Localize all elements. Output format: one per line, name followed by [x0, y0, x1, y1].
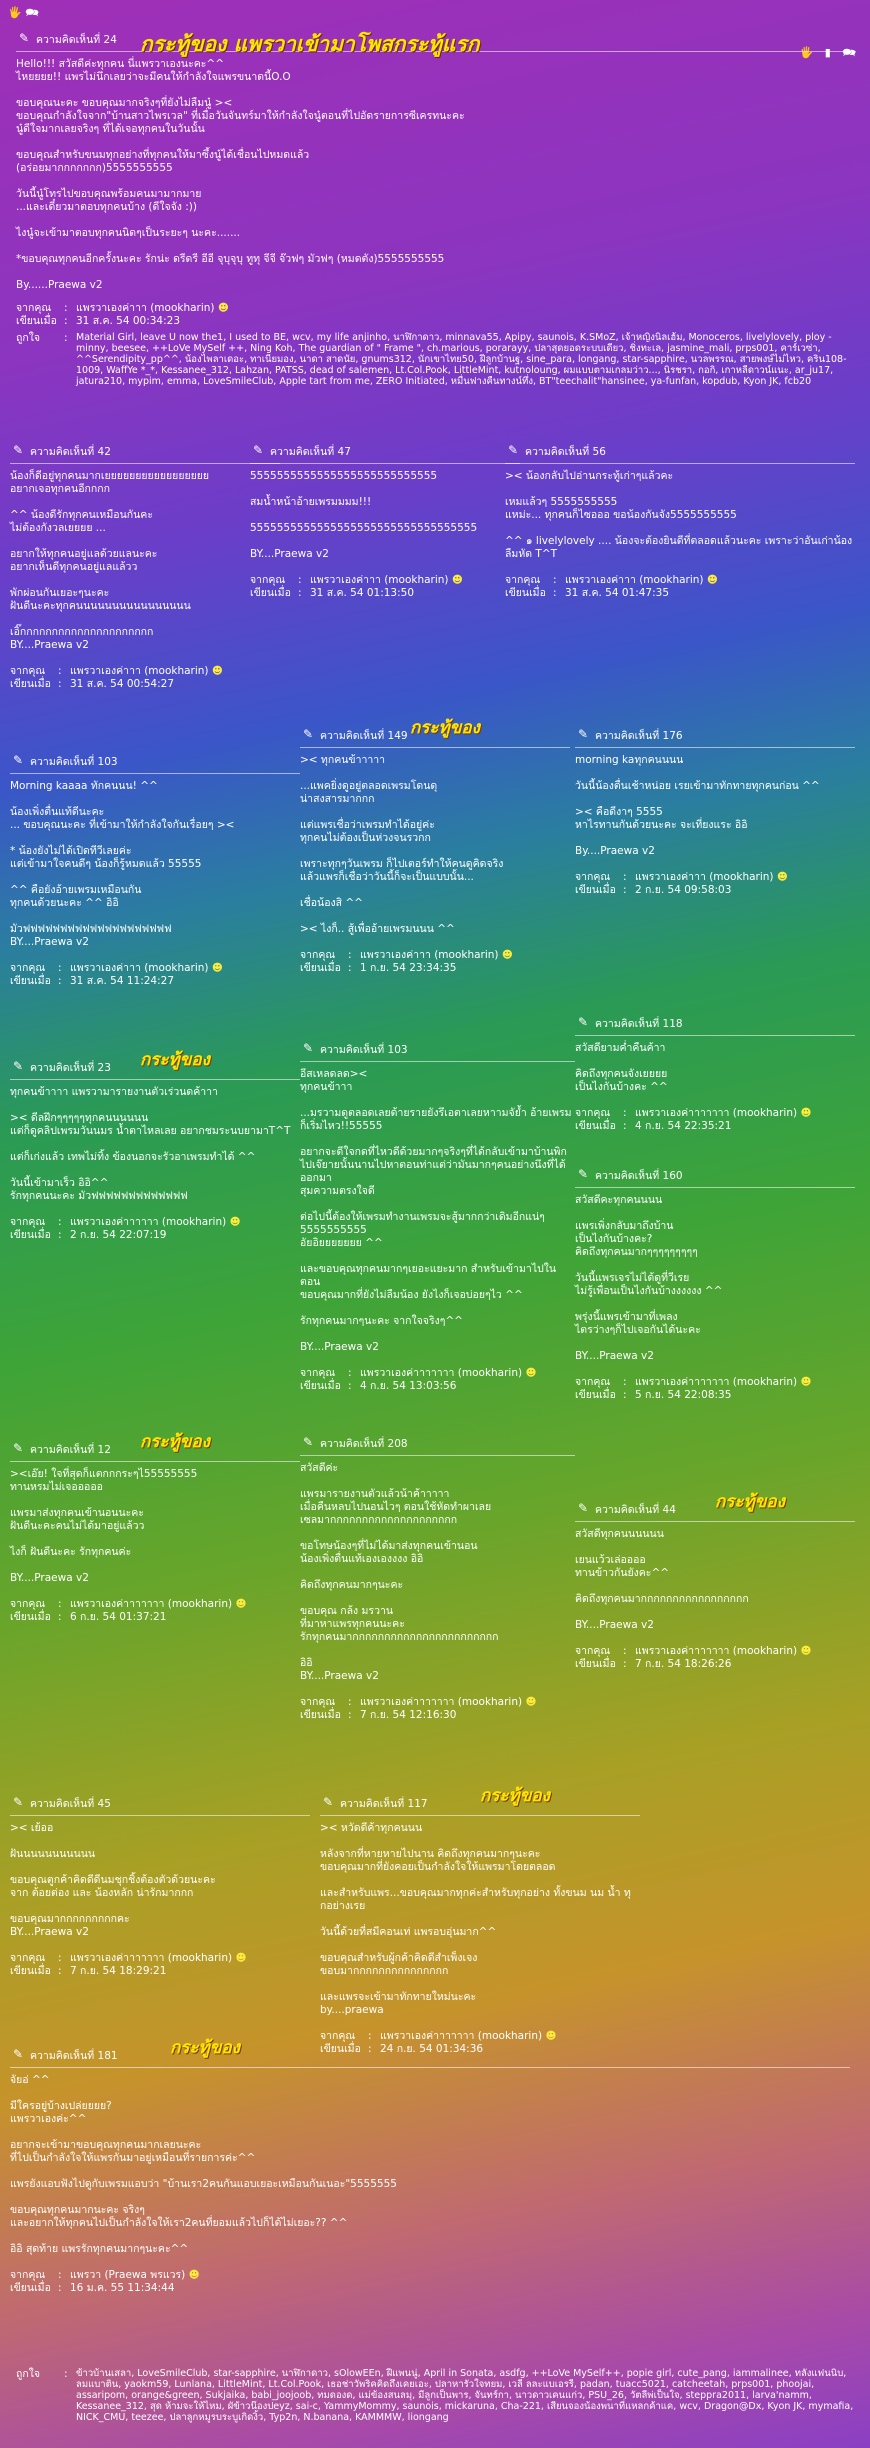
time-label: เขียนเมื่อ	[575, 1120, 616, 1132]
comment-paragraph: แพรเพิ่งกลับมาถึงบ้าน เป็นไงกันบ้างคะ? คิดถึงทุกคนมากๆๆๆๆๆๆๆๆๆ	[575, 1220, 698, 1258]
time-label: เขียนเมื่อ	[10, 2282, 51, 2294]
time-label: เขียนเมื่อ	[16, 315, 57, 327]
author-link[interactable]: แพรวาเองค่าาาาาาา (mookharin)	[70, 1598, 233, 1610]
comment-paragraph: สมน้ำหน้าอ้ายเพรมมมม!!!	[250, 496, 372, 508]
smile-icon: ☻	[217, 302, 229, 314]
author-link[interactable]: แพรวาเองค่าาา (mookharin)	[635, 871, 774, 883]
comment-card	[10, 1050, 300, 1242]
comment-body	[10, 1086, 300, 1203]
from-label: จากคุณ	[575, 1376, 611, 1388]
smile-icon: ☻	[501, 949, 513, 961]
comment-card	[10, 1432, 300, 1624]
divider	[575, 1035, 855, 1036]
smile-icon: ☻	[229, 1216, 241, 1228]
comment-body	[300, 754, 570, 936]
comment-paragraph: อยากจะเข้ามาขอบคุณทุกคนมากเลยนะคะ ที่ไปเป็นกำลังใจให้แพรกันมาอยู่เหมือนที่รายการค่ะ^^	[10, 2139, 256, 2164]
author-link[interactable]: แพรวาเองค่าาา (mookharin)	[360, 949, 499, 961]
from-label: จากคุณ	[575, 1645, 611, 1657]
from-label: จากคุณ	[10, 962, 46, 974]
comment-meta: จากคุณ : แพรวาเองค่าาา (mookharin) ☻ เขียนเมื่อ : 31 ส.ค. 54 00:34:23 ถูกใจ : Material Girl, leave U now the1, I used to BE, wcv, my life anjinho, นาฬิกาดาว, minnava55, Apipy, saunois, K.SMoZ, เจ้าหญิงนิลเฮ้ม, Monoceros, livelylovely, ploy - minny, beesee, ++LoVe MySelf ++, Ning Koh, The guardian of " Frame ", ch.marious, porarayy, ปลาสุดยอดระบบเดียว, ชิ่งทะเล, jasmine_mali, prps001, คาร์เวซ่า, ^^Serendipity_pp^^, น้องไพลาเดอะ, ทาเนียมอง, นาดา สาดนัย, gnums312, นักเขาไทย50, ฝีลูกบ้านฐ, sine_para, longang, star-sapphire, นวลพรรณ, สายพงษ์ไม่ไหว, คริน108-1009, WaffYe *_*, Kessanee_312, Lahzan, PATSS, dead of salemen, Lt.Col.Pook, LittleMint, kutnoloung, ผมแบบตามเกลมว่าว..., นิรชรา, กอกิ, เกาหลีดาวน์แนะ, ar_ju17, jatura210, mypim, emma, LoveSmileClub, Apple tart from me, ZERO Initiated, หมื่นฟางคืนทางน์ทึ่ง, BT"teechalit"hansinee, ya-funfan, kopdub, Kyon JK, fcb20	[16, 302, 856, 387]
smile-icon: ☻	[545, 2030, 557, 2042]
divider	[505, 463, 855, 464]
post-time: 6 ก.ย. 54 01:37:21	[70, 1611, 167, 1623]
post-time: 4 ก.ย. 54 22:35:21	[635, 1120, 732, 1132]
comment-paragraph: เชื่อน้องสิ ^^	[300, 897, 363, 909]
comment-paragraph: ขอบคุณสำหรับขนมทุกอย่างที่ทุกคนให้มาซึ้งนู๋ได้เชื่อนไปหมดแล้ว (อร่อยมากกกกกกก)5555555555	[16, 149, 310, 174]
author-link[interactable]: แพรวาเองค่าาา (mookharin)	[310, 574, 449, 586]
friends-label: ถูกใจ	[16, 332, 40, 344]
comment-icon: ✎	[578, 1501, 589, 1515]
from-label: จากคุณ	[300, 949, 336, 961]
last-friends-label: ถูกใจ	[16, 2368, 40, 2380]
comment-icon: ✎	[578, 1015, 589, 1029]
comment-paragraph: มีใครอยู่บ้างเปล่ยยยย? แพรวาเองค่ะ^^	[10, 2100, 112, 2125]
friends-list: Material Girl, leave U now the1, I used to BE, wcv, my life anjinho, นาฬิกาดาว, minnava55, Apipy, saunois, K.SMoZ, เจ้าหญิงนิลเฮ้ม, Monoceros, livelylovely, ploy - minny, beesee, ++LoVe MySelf ++, Ning Koh, The guardian of " Frame ", ch.marious, porarayy, ปลาสุดยอดระบบเดียว, ชิ่งทะเล, jasmine_mali, prps001, คาร์เวซ่า, ^^Serendipity_pp^^, น้องไพลาเดอะ, ทาเนียมอง, นาดา สาดนัย, gnums312, นักเขาไทย50, ฝีลูกบ้านฐ, sine_para, longang, star-sapphire, นวลพรรณ, สายพงษ์ไม่ไหว, คริน108-1009, WaffYe *_*, Kessanee_312, Lahzan, PATSS, dead of salemen, Lt.Col.Pook, LittleMint, kutnoloung, ผมแบบตามเกลมว่าว..., นิรชรา, กอกิ, เกาหลีดาวน์แนะ, ar_ju17, jatura210, mypim, emma, LoveSmileClub, Apple tart from me, ZERO Initiated, หมื่นฟางคืนทางน์ทึ่ง, BT"teechalit"hansinee, ya-funfan, kopdub, Kyon JK, fcb20	[76, 332, 847, 387]
author-link[interactable]: แพรวาเองค่าาาาาาา (mookharin)	[635, 1107, 798, 1119]
comment-paragraph: สวัสดียามค่ำคืนค้าา	[575, 1042, 666, 1054]
comment-icon: ✎	[303, 1435, 314, 1449]
divider	[250, 463, 520, 464]
comment-paragraph: ขอบคุณนะคะ ขอบคุณมากจริงๆที่ยังไม่ลืมนู๋ >< ขอบคุณกำลังใจจาก"บ้านสาวไพรเวล" ที่เมื่อวันจันทร์มาให้กำลังใจนู๋ตอนที่ไปอัดรายการซีเครทนะคะ นู๋ดีใจมากเลยจริงๆ ที่ได้เจอทุกคนในวันนั้น	[16, 97, 465, 135]
comment-paragraph: BY....Praewa v2	[250, 548, 329, 560]
comment-body	[575, 754, 855, 858]
post-time: 5 ก.ย. 54 22:08:35	[635, 1389, 732, 1401]
comment-card	[575, 1010, 855, 1133]
smile-icon: ☻	[800, 1107, 812, 1119]
comment-paragraph: วันนี้ด้วยที่สมีคอนเท่ แพรอบอุ่นมาก^^	[320, 1926, 497, 1938]
from-label: จากคุณ	[575, 871, 611, 883]
comment-paragraph: 5555555555555555555555555555555555	[250, 522, 478, 534]
author-link[interactable]: แพรวาเองค่าาาาาาา (mookharin)	[360, 1367, 523, 1379]
post-time: 31 ส.ค. 54 01:13:50	[310, 587, 415, 599]
comment-icon: ✎	[253, 443, 264, 457]
comment-body	[10, 470, 280, 652]
divider	[10, 2067, 850, 2068]
comment-paragraph: แพรมารายงานตัวแล้วน้าค้าาาาา เมื่อคืนหลบไปนอนไวๆ ตอนใช้หัดทำผาเลย เซลมากกกกกกกกกกกกกกกกกกกก	[300, 1488, 492, 1526]
top-right-icons[interactable]: 🖐 ▮ 🗪	[799, 46, 860, 59]
comment-meta: จากคุณ : แพรวาเองค่าาาาาาา (mookharin) ☻ เขียนเมื่อ : 6 ก.ย. 54 01:37:21	[10, 1598, 247, 1623]
time-label: เขียนเมื่อ	[505, 587, 546, 599]
author-link[interactable]: แพรวาเองค่าาาาาาา (mookharin)	[360, 1696, 523, 1708]
comment-paragraph: >< หวัดดีค้าทุกคนนน	[320, 1822, 423, 1834]
smile-icon: ☻	[525, 1367, 537, 1379]
comment-paragraph: อีสเหลดลด>< ทุกคนข้าาา	[300, 1068, 368, 1093]
comment-meta: จากคุณ : แพรวาเองค่าาาาาาา (mookharin) ☻ เขียนเมื่อ : 4 ก.ย. 54 22:35:21	[575, 1107, 812, 1132]
post-time: 4 ก.ย. 54 13:03:56	[360, 1380, 457, 1392]
comment-icon: ✎	[303, 1041, 314, 1055]
post-time: 7 ก.ย. 54 18:29:21	[70, 1965, 167, 1977]
comment-paragraph: อยากให้ทุกคนอยู่แลด้วยแลนะคะ อยากเห็นดีทุกคนอยู่แลแล้วว	[10, 548, 158, 573]
smile-icon: ☻	[706, 574, 718, 586]
comment-paragraph: BY....Praewa v2	[575, 1350, 654, 1362]
comment-body	[10, 1468, 300, 1585]
comment-meta: จากคุณ : แพรวาเองค่าาาาาาา (mookharin) ☻ เขียนเมื่อ : 7 ก.ย. 54 12:16:30	[300, 1696, 537, 1721]
from-label: จากคุณ	[10, 665, 46, 677]
signature-mark: กระทู้ของ	[170, 2038, 240, 2058]
comment-paragraph: เยนแว้วเล่ออออ ทานข้าวกันยังคะ^^	[575, 1554, 670, 1579]
author-link[interactable]: แพรวาเองค่าาา (mookharin)	[565, 574, 704, 586]
comment-meta: จากคุณ : แพรวาเองค่าาาาาา (mookharin) ☻ เขียนเมื่อ : 2 ก.ย. 54 22:07:19	[10, 1216, 241, 1241]
comment-paragraph: >< ทุกคนข้าาาาา	[300, 754, 386, 766]
post-time: 31 ส.ค. 54 00:34:23	[76, 315, 181, 327]
comment-paragraph: ทุกคนข้าาาา แพรวามารายงานตัวเร่วนดค้าาา	[10, 1086, 218, 1098]
divider	[10, 1815, 310, 1816]
comment-paragraph: ไงนู๋จะเข้ามาตอบทุกคนนิดๆเป็นระยะๆ นะคะ.......	[16, 227, 241, 239]
from-label: จากคุณ	[16, 302, 52, 314]
divider	[10, 1461, 300, 1462]
comment-body	[10, 780, 300, 949]
post-time: 24 ก.ย. 54 01:34:36	[380, 2043, 484, 2055]
comment-paragraph: ขอบคุณ กล้ง มรวาน ที่มาหาแพรทุกคนนะคะ รักทุกคนมากกกกกกกกกกกกกกกกกกกกกกก	[300, 1605, 499, 1643]
divider	[10, 773, 300, 774]
comment-number: ความคิดเห็นที่ 47	[270, 446, 351, 458]
comment-card	[300, 1430, 575, 1722]
from-label: จากคุณ	[320, 2030, 356, 2042]
post-time: 31 ส.ค. 54 00:54:27	[70, 678, 175, 690]
post-time: 1 ก.ย. 54 23:34:35	[360, 962, 457, 974]
comment-paragraph: อิอิ BY....Praewa v2	[300, 1657, 379, 1682]
comment-paragraph: >< เย้ออ	[10, 1822, 54, 1834]
signature-mark: กระทู้ของ	[715, 1492, 785, 1512]
comment-meta: จากคุณ : แพรวาเองค่าาาาาาา (mookharin) ☻ เขียนเมื่อ : 24 ก.ย. 54 01:34:36	[320, 2030, 557, 2055]
comment-paragraph: BY....Praewa v2	[10, 1572, 89, 1584]
from-label: จากคุณ	[300, 1696, 336, 1708]
comment-body	[575, 1528, 855, 1632]
author-link[interactable]: แพรวาเองค่าาาาาาา (mookharin)	[380, 2030, 543, 2042]
comment-paragraph: สวัสดีทุกคนนนนนน	[575, 1528, 664, 1540]
comment-meta: จากคุณ : แพรวา (Praewa พรแวร) ☻ เขียนเมื่อ : 16 ม.ค. 55 11:34:44	[10, 2269, 200, 2294]
divider	[10, 1079, 300, 1080]
comment-icon: ✎	[13, 1441, 24, 1455]
comment-number: ความคิดเห็นที่ 42	[30, 446, 111, 458]
last-friends-list: ข้าวบ้านเสลา, LoveSmileClub, star-sapphire, นาฬิกาดาว, sOlowEEn, ฝีแพนนู่, April in Sonata, asdfg, ++LoVe MySelf++, popie girl, cute_pang, iammalinee, ทลังแฟนนิบ, ลมแบาติน, yaokm59, Lunlana, LittleMint, Lt.Col.Pook, เธอช่าวัพริคคิดถึงเคยเอะ, ปลาหารัวใจทยม, เวลี ลละแบเอรรี, padan, tuacc5021, catcheetah, prps001, phoojai, assaripom, orange&green, Sukjaika, babi_joojoob, ทมดองด, แม่ข้องสนลมุ, มีลูกเป็นพาร, จันทร์กา, นาวดาวเคนแก่ว, PSU_26, วัตลีพ่เป็นใจ, steppra2011, larva'namm, Kessanee_312, สุด ห้ามจะให้ไหม, ผัข้าวน๊องปeyz, sai-c, YammyMommy, saunois, mickaruna, Cha-221, เสียนจองน้องพนาที่แหลกค้าแค, wcv, Dragon@Dx, Kyon JK, mymafia, NICK_CMU, teezee, ปลาลูกหมูรบระบูเกิดงิ้ว, Typ2n, N.banana, KAMMMW, liongang	[76, 2368, 854, 2423]
comment-number: ความคิดเห็นที่ 12	[30, 1444, 111, 1456]
comment-body	[300, 1068, 575, 1354]
time-label: เขียนเมื่อ	[10, 975, 51, 987]
comment-paragraph: คิดถึงทุกคนมากกกกกกกกกกกกกกกกก	[575, 1593, 749, 1605]
smile-icon: ☻	[235, 1952, 247, 1964]
comment-paragraph: 5555555555555555555555555555	[250, 470, 438, 482]
comment-meta: จากคุณ : แพรวาเองค่าาาาาาา (mookharin) ☻ เขียนเมื่อ : 4 ก.ย. 54 13:03:56	[300, 1367, 537, 1392]
divider	[300, 747, 570, 748]
comment-number: ความคิดเห็นที่ 181	[30, 2050, 118, 2062]
from-label: จากคุณ	[10, 2269, 46, 2281]
time-label: เขียนเมื่อ	[10, 678, 51, 690]
comment-meta: จากคุณ : แพรวาเองค่าาา (mookharin) ☻ เขียนเมื่อ : 2 ก.ย. 54 09:58:03	[575, 871, 788, 896]
comment-paragraph: ...แพคยิ่งดูอยู่ตลอดเพรมโดนดุ น่าสงสารมากกก	[300, 780, 438, 805]
comment-number: ความคิดเห็นที่ 56	[525, 446, 606, 458]
author-link[interactable]: แพรวาเองค่าาาาาา (mookharin)	[70, 1216, 227, 1228]
comment-card	[320, 1786, 640, 2056]
divider	[575, 1187, 855, 1188]
smile-icon: ☻	[800, 1376, 812, 1388]
from-label: จากคุณ	[10, 1216, 46, 1228]
comment-icon: ✎	[578, 727, 589, 741]
comment-number: ความคิดเห็นที่ 160	[595, 1170, 683, 1182]
comment-card	[300, 718, 570, 975]
comment-card	[575, 1492, 855, 1671]
comment-paragraph: สวัสดีคะทุกคนนนน	[575, 1194, 663, 1206]
comment-body	[250, 470, 520, 561]
comment-icon: ✎	[303, 727, 314, 741]
comment-icon: ✎	[19, 31, 30, 45]
comment-paragraph: morning kaทุกคนนนน	[575, 754, 684, 766]
comment-card	[10, 748, 300, 988]
comment-number: ความคิดเห็นที่ 149	[320, 730, 408, 742]
comment-paragraph: Morning kaaaa ทักคนนน! ^^	[10, 780, 158, 792]
comment-paragraph: * น้องยังไม่ได้เปิดทีวีเลยค่ะ แต่เข้ามาใจคนดีๆ น้องก็รู้หมดแล้ว 55555	[10, 845, 202, 870]
time-label: เขียนเมื่อ	[10, 1965, 51, 1977]
comment-card	[250, 438, 520, 600]
divider	[575, 747, 855, 748]
comment-meta: จากคุณ : แพรวาเองค่าาา (mookharin) ☻ เขียนเมื่อ : 31 ส.ค. 54 01:47:35	[505, 574, 718, 599]
comment-paragraph: ><เอ๊ย! ใจที่สุดก็แตกกกระๆไ55555555 ทานหรมไม่เจอออออ	[10, 1468, 198, 1493]
comment-paragraph: ขอโทษน้องๆที่ไม่ได้มาส่งทุกคนเข้านอน น้องเพิ่งตื่นแท้เองเองงงง อิอิ	[300, 1540, 478, 1565]
from-label: จากคุณ	[10, 1952, 46, 1964]
time-label: เขียนเมื่อ	[300, 962, 341, 974]
comment-meta: จากคุณ : แพรวาเองค่าาาาาาา (mookharin) ☻ เขียนเมื่อ : 7 ก.ย. 54 18:29:21	[10, 1952, 247, 1977]
comment-number: ความคิดเห็นที่ 23	[30, 1062, 111, 1074]
top-toolbar-icons: 🖐 🗪	[8, 6, 39, 19]
signature-mark: กระทู้ของ	[480, 1786, 550, 1806]
comment-paragraph: รักทุกคนมากๆนะคะ จากใจจริงๆ^^	[300, 1315, 463, 1327]
post-time: 2 ก.ย. 54 09:58:03	[635, 884, 732, 896]
comment-card	[575, 1162, 855, 1402]
comment-paragraph: แพรยังแอบฟังไปดูกับเพรมแอบว่า "บ้านเรา2คนกันแอบเยอะเหมือนกันเนอะ"5555555	[10, 2178, 397, 2190]
comment-paragraph: >< น้องกลับไปอ่านกระทู้เก่าๆแล้วคะ	[505, 470, 674, 482]
signature-mark: กระทู้ของ	[140, 1050, 210, 1070]
post-time: 16 ม.ค. 55 11:34:44	[70, 2282, 175, 2294]
comment-paragraph: ^^ คือยังอ้ายเพรมเหมือนกัน ทุกคนด้วยนะคะ ^^ อิอิ	[10, 884, 142, 909]
comment-paragraph: วันนี้น้องตื่นเช้าหน่อย เรยเข้ามาทักทายทุกคนก่อน ^^	[575, 780, 820, 792]
signature-mark: กระทู้ของ	[140, 1432, 210, 1452]
comment-paragraph: BY....Praewa v2	[300, 1341, 379, 1353]
smile-icon: ☻	[800, 1645, 812, 1657]
comment-paragraph: BY....Praewa v2	[575, 1619, 654, 1631]
comment-card	[10, 2038, 850, 2295]
comment-card	[10, 1790, 310, 1978]
comment-icon: ✎	[578, 1167, 589, 1181]
comment-number: ความคิดเห็นที่ 208	[320, 1438, 408, 1450]
comment-icon: ✎	[13, 443, 24, 457]
comment-paragraph: >< คือดีงาๆ 5555 หาไรทานกันด้วยนะคะ จะเที่ยงแระ อิอิ	[575, 806, 748, 831]
author-link[interactable]: แพรวาเองค่าาาาาาา (mookharin)	[635, 1645, 798, 1657]
comment-body	[575, 1042, 855, 1094]
comment-paragraph: ...มรวามดูตลอดเลยด้ายรายยังรึเอตาเลยหาามจัย้ำ อ้ายเพรมก็เริ่มไหว!!55555	[300, 1107, 572, 1132]
comment-paragraph: มัวฟฟฟฟฟฟฟฟฟฟฟฟฟฟฟฟฟฟฟฟ BY....Praewa v2	[10, 923, 172, 948]
post-time: 31 ส.ค. 54 11:24:27	[70, 975, 175, 987]
divider	[575, 1521, 855, 1522]
comment-icon: ✎	[13, 753, 24, 767]
comment-icon: ✎	[323, 1795, 334, 1809]
comment-paragraph: แต่ก็เก่งแล้ว เทพไม่ทิ้ง ข้องนอกจะรัวอาเพรมทำได้ ^^	[10, 1151, 256, 1163]
from-label: จากคุณ	[10, 1598, 46, 1610]
comment-paragraph: ฝันนนนนนนนนนน	[10, 1848, 96, 1860]
comment-paragraph: ^^ น้องดีรักทุกคนเหมือนกันคะ ไม่ต้องกังวลเยยยย ...	[10, 509, 153, 534]
post-time: 7 ก.ย. 54 12:16:30	[360, 1709, 457, 1721]
comment-paragraph: แต่แพรเชื่อว่าเพรมทำได้อยู่ค่ะ ทุกคนไม่ต้องเป็นห่วงจนรวกก	[300, 819, 435, 844]
comment-paragraph: น้องก็ดีอยู่ทุกคนมากเยยยยยยยยยยยยยยยยย อยากเจอทุกคนอีกกกก	[10, 470, 210, 495]
comment-paragraph: เหมแล้วๆ 5555555555 แหม่ะ... ทุกคนก็ไซอออ ขอน้องกันจัง5555555555	[505, 496, 737, 521]
smile-icon: ☻	[525, 1696, 537, 1708]
comment-paragraph: *ขอบคุณทุกคนอีกครั้งนะคะ รักน่ะ ดรีดรี อีอี จุบุจุบุ ทูทุ จีจี จ๊วฟๆ มัวฟๆ (หมดตัง)5555555555	[16, 253, 445, 265]
smile-icon: ☻	[188, 2269, 200, 2281]
comment-card	[505, 438, 855, 600]
comment-paragraph: อิอิ สุดท้าย แพรรักทุกคนมากๆนะคะ^^	[10, 2243, 189, 2255]
comment-meta: จากคุณ : แพรวาเองค่าาาาาาา (mookharin) ☻ เขียนเมื่อ : 7 ก.ย. 54 18:26:26	[575, 1645, 812, 1670]
comment-body	[320, 1822, 640, 2017]
last-friends-block: ถูกใจ : ข้าวบ้านเสลา, LoveSmileClub, star-sapphire, นาฬิกาดาว, sOlowEEn, ฝีแพนนู่, April in Sonata, asdfg, ++LoVe MySelf++, popie girl, cute_pang, iammalinee, ทลังแฟนนิบ, ลมแบาติน, yaokm59, Lunlana, LittleMint, Lt.Col.Pook, เธอช่าวัพริคคิดถึงเคยเอะ, ปลาหารัวใจทยม, เวลี ลละแบเอรรี, padan, tuacc5021, catcheetah, prps001, phoojai, assaripom, orange&green, Sukjaika, babi_joojoob, ทมดองด, แม่ข้องสนลมุ, มีลูกเป็นพาร, จันทร์กา, นาวดาวเคนแก่ว, PSU_26, วัตลีพ่เป็นใจ, steppra2011, larva'namm, Kessanee_312, สุด ห้ามจะให้ไหม, ผัข้าวน๊องปeyz, sai-c, YammyMommy, saunois, mickaruna, Cha-221, เสียนจองน้องพนาที่แหลกค้าแค, wcv, Dragon@Dx, Kyon JK, mymafia, NICK_CMU, teezee, ปลาลูกหมูรบระบูเกิดงิ้ว, Typ2n, N.banana, KAMMMW, liongang	[16, 2368, 856, 2423]
comment-icon: ✎	[13, 2047, 24, 2061]
comment-icon: ✎	[13, 1795, 24, 1809]
time-label: เขียนเมื่อ	[575, 1389, 616, 1401]
comment-number: ความคิดเห็นที่ 103	[320, 1044, 408, 1056]
comment-paragraph: >< ไงก็.. สู้เพื่ออ้ายเพรมนนน ^^	[300, 923, 455, 935]
time-label: เขียนเมื่อ	[320, 2043, 361, 2055]
comment-by: By......Praewa v2	[16, 279, 103, 291]
comment-icon: ✎	[508, 443, 519, 457]
from-label: จากคุณ	[300, 1367, 336, 1379]
smile-icon: ☻	[776, 871, 788, 883]
comment-paragraph: วันนี้นู๋โทรไปขอบคุณพร้อมคนมามากมาย ...และเดี๋ยวมาตอบทุกคนบ้าง (ดีใจจัง :))	[16, 188, 202, 213]
time-label: เขียนเมื่อ	[300, 1709, 341, 1721]
comment-paragraph: >< ดีลฝึกๆๆๆๆๆทุกคนนนนนน แต่ก็ดูคลิปเพรมวันนมร น้ำตาไหลเลย อยากชมระนบยามาT^T	[10, 1112, 291, 1137]
comment-body	[575, 1194, 855, 1363]
comment-paragraph: ไงก็ ฝันดีนะคะ รักทุกคนค่ะ	[10, 1546, 132, 1558]
comment-number: ความคิดเห็นที่ 118	[595, 1018, 683, 1030]
comment-icon: ✎	[13, 1059, 24, 1073]
comment-paragraph: By....Praewa v2	[575, 845, 655, 857]
time-label: เขียนเมื่อ	[10, 1611, 51, 1623]
comment-card	[10, 438, 280, 691]
signature-mark: กระทู้ของ	[410, 718, 480, 738]
comment-paragraph: Hello!!! สวัสดีค่ะทุกคน นี่แพรวาเองนะคะ^^ ไหยยยย!! แพรไม่นึกเลยว่าจะมีคนให้กำลังใจแพรขนาดนี้O.O	[16, 58, 291, 83]
comment-number: ความคิดเห็นที่ 103	[30, 756, 118, 768]
comment-meta: จากคุณ : แพรวาเองค่าาาาาาา (mookharin) ☻ เขียนเมื่อ : 5 ก.ย. 54 22:08:35	[575, 1376, 812, 1401]
author-link[interactable]: แพรวาเองค่าาาาาาา (mookharin)	[70, 1952, 233, 1964]
comment-number: ความคิดเห็นที่ 24	[36, 34, 117, 46]
comment-paragraph: และแพรจะเข้ามาทักทายใหม่นะคะ by....praewa	[320, 1991, 477, 2016]
time-label: เขียนเมื่อ	[250, 587, 291, 599]
comment-paragraph: เอิ๊กกกกกกกกกกกกกกกกกกกกก BY....Praewa v2	[10, 626, 154, 651]
smile-icon: ☻	[211, 962, 223, 974]
header-title: กระทู้ของ แพรวาเข้ามาโพสกระทู้แรก	[140, 31, 480, 56]
comment-paragraph: ขอบคุณทุกคนมากนะคะ จริงๆ และอยากให้ทุกคนไปเป็นกำลังใจให้เรา2คนที่ยอมแล้วไปก็ได้ไม่เยอะ?? ^^	[10, 2204, 348, 2229]
comment-paragraph: ต่อไปนี้ต้องให้เพรมทำงานเพรมจะสู้มากกว่าเดิมอีกแน่ๆ 5555555555 อัยอิยยยยยยย ^^	[300, 1211, 545, 1249]
comment-body	[16, 58, 856, 266]
smile-icon: ☻	[235, 1598, 247, 1610]
comment-paragraph: วันนี้แพรเจรไม่ได้ดูที่วีเรย ไม่รู้เพื่อนเป็นไงกันบ้างงงงงง ^^	[575, 1272, 723, 1297]
smile-icon: ☻	[451, 574, 463, 586]
author-link[interactable]: แพรวาเองค่าาาาาาา (mookharin)	[635, 1376, 798, 1388]
from-label: จากคุณ	[575, 1107, 611, 1119]
comment-meta: จากคุณ : แพรวาเองค่าาา (mookharin) ☻ เขียนเมื่อ : 31 ส.ค. 54 01:13:50	[250, 574, 463, 599]
comment-body	[10, 2074, 850, 2256]
comment-paragraph: หลังจากที่หายหายไปนาน คิดถึงทุกคนมากๆนะคะ ขอบคุณมากที่ยังคอยเป็นกำลังใจให้แพรมาโดยตลอด	[320, 1848, 556, 1873]
comment-number: ความคิดเห็นที่ 176	[595, 730, 683, 742]
post-time: 2 ก.ย. 54 22:07:19	[70, 1229, 167, 1241]
comment-number: ความคิดเห็นที่ 45	[30, 1798, 111, 1810]
comment-paragraph: และขอบคุณทุกคนมากๆเยอะแยะมาก สำหรับเข้ามาไปในตอน ขอบคุณมากที่ยังไม่ลืมน้อง ยังไงก็เจอบ่อยๆไว ^^	[300, 1263, 557, 1301]
comment-paragraph: ขอบคุณสำหรับผู้กค้าคิดดีสำเพ็งเจง ขอบมากกกกกกกกกกกกกกก	[320, 1952, 478, 1977]
comment-paragraph: เพราะทุกๆวันเพรม ก็ไปเตอร์ทำให้คนดูคิดจริง แล้วแพรก็เชื่อว่าวันนี้ก็จะเป็นแบบนั้น...	[300, 858, 504, 883]
comment-body	[505, 470, 855, 561]
comment-paragraph: คิดถึงทุกคนมากๆนะคะ	[300, 1579, 404, 1591]
comment-paragraph: แพรมาส่งทุกคนเข้านอนนะคะ ฝันดีนะคะคนไม่ได้มาอยู่แล้วว	[10, 1507, 145, 1532]
comment-paragraph: อยากจะดีใจกดที่ไหวดีด้วยมากๆจริงๆที่ได้กลับเข้ามาบ้านพิกไปเจ๊ยายนั้นนานไปหาตอนท่าแต่ว่ามันมากๆคนอย่างนึงที่ได้ออกมา สุมความตรงใจดี	[300, 1146, 567, 1197]
comment-meta: จากคุณ : แพรวาเองค่าาา (mookharin) ☻ เขียนเมื่อ : 31 ส.ค. 54 00:54:27	[10, 665, 223, 690]
post-time: 31 ส.ค. 54 01:47:35	[565, 587, 670, 599]
comment-paragraph: พักผ่อนกันเยอะๆนะคะ ฝันดีนะคะทุกคนนนนนนนนนนนนนนนน	[10, 587, 191, 612]
divider	[300, 1061, 575, 1062]
author-link[interactable]: แพรวาเองค่าาา (mookharin)	[70, 665, 209, 677]
comment-paragraph: สวัสดีค่ะ	[300, 1462, 339, 1474]
author-link[interactable]: แพรวา (Praewa พรแวร)	[70, 2269, 186, 2281]
time-label: เขียนเมื่อ	[575, 884, 616, 896]
time-label: เขียนเมื่อ	[300, 1380, 341, 1392]
time-label: เขียนเมื่อ	[575, 1658, 616, 1670]
time-label: เขียนเมื่อ	[10, 1229, 51, 1241]
comment-paragraph: และสำหรับแพร...ขอบคุณมากทุกค่ะสำหรับทุกอย่าง ทั้งขนม นม น้ำ ทุกอย่างเรย	[320, 1887, 631, 1912]
divider	[300, 1455, 575, 1456]
divider	[10, 463, 280, 464]
smile-icon: ☻	[211, 665, 223, 677]
post-time: 7 ก.ย. 54 18:26:26	[635, 1658, 732, 1670]
comment-paragraph: ขอบคุณตูกค้าคิดดีดีนมชุกชิ้งต้องตัวด้วยนะคะ จาก ต้อยต่อง และ น้องหลัก น่ารักมากกก	[10, 1874, 216, 1899]
comment-meta: จากคุณ : แพรวาเองค่าาา (mookharin) ☻ เขียนเมื่อ : 31 ส.ค. 54 11:24:27	[10, 962, 223, 987]
comment-paragraph: ^^ ๑ livelylovely .... น้องจะต้องยินดีที่ตลอดแล้วนะคะ เพราะว่าอันเก่าน้องลืมหัด T^T	[505, 535, 853, 560]
comment-paragraph: พรุ่งนี้แพรเข้ามาที่เพลง ไตรว่างๆก็ไปเจอกันได้นะคะ	[575, 1311, 701, 1336]
comment-card	[575, 722, 855, 897]
author-link[interactable]: แพรวาเองค่าาา (mookharin)	[76, 302, 215, 314]
divider	[320, 1815, 640, 1816]
comment-number: ความคิดเห็นที่ 44	[595, 1504, 676, 1516]
comment-number: ความคิดเห็นที่ 117	[340, 1798, 428, 1810]
comment-body	[300, 1462, 575, 1683]
comment-paragraph: น้องเพิ่งตื่นแท้ดีนะคะ ... ขอบคุณนะคะ ที่เข้ามาให้กำลังใจกันเรื่อยๆ ><	[10, 806, 235, 831]
comment-body	[10, 1822, 310, 1939]
from-label: จากคุณ	[505, 574, 541, 586]
comment-paragraph: ขอบคุณมากกกกกกกกกคะ BY....Praewa v2	[10, 1913, 130, 1938]
comment-card	[300, 1036, 575, 1393]
comment-paragraph: จัยอ่ ^^	[10, 2074, 50, 2086]
comment-24-card	[16, 26, 856, 387]
comment-paragraph: วันนี้เข้ามาเร็ว อิอิ^^ รักทุกคนนะคะ มัวฟฟฟฟฟฟฟฟฟฟฟฟฟ	[10, 1177, 188, 1202]
comment-meta: จากคุณ : แพรวาเองค่าาา (mookharin) ☻ เขียนเมื่อ : 1 ก.ย. 54 23:34:35	[300, 949, 513, 974]
from-label: จากคุณ	[250, 574, 286, 586]
comment-paragraph: คิดถึงทุกคนจังเยยยย เป็นไงกันบ้างคะ ^^	[575, 1068, 668, 1093]
author-link[interactable]: แพรวาเองค่าาา (mookharin)	[70, 962, 209, 974]
